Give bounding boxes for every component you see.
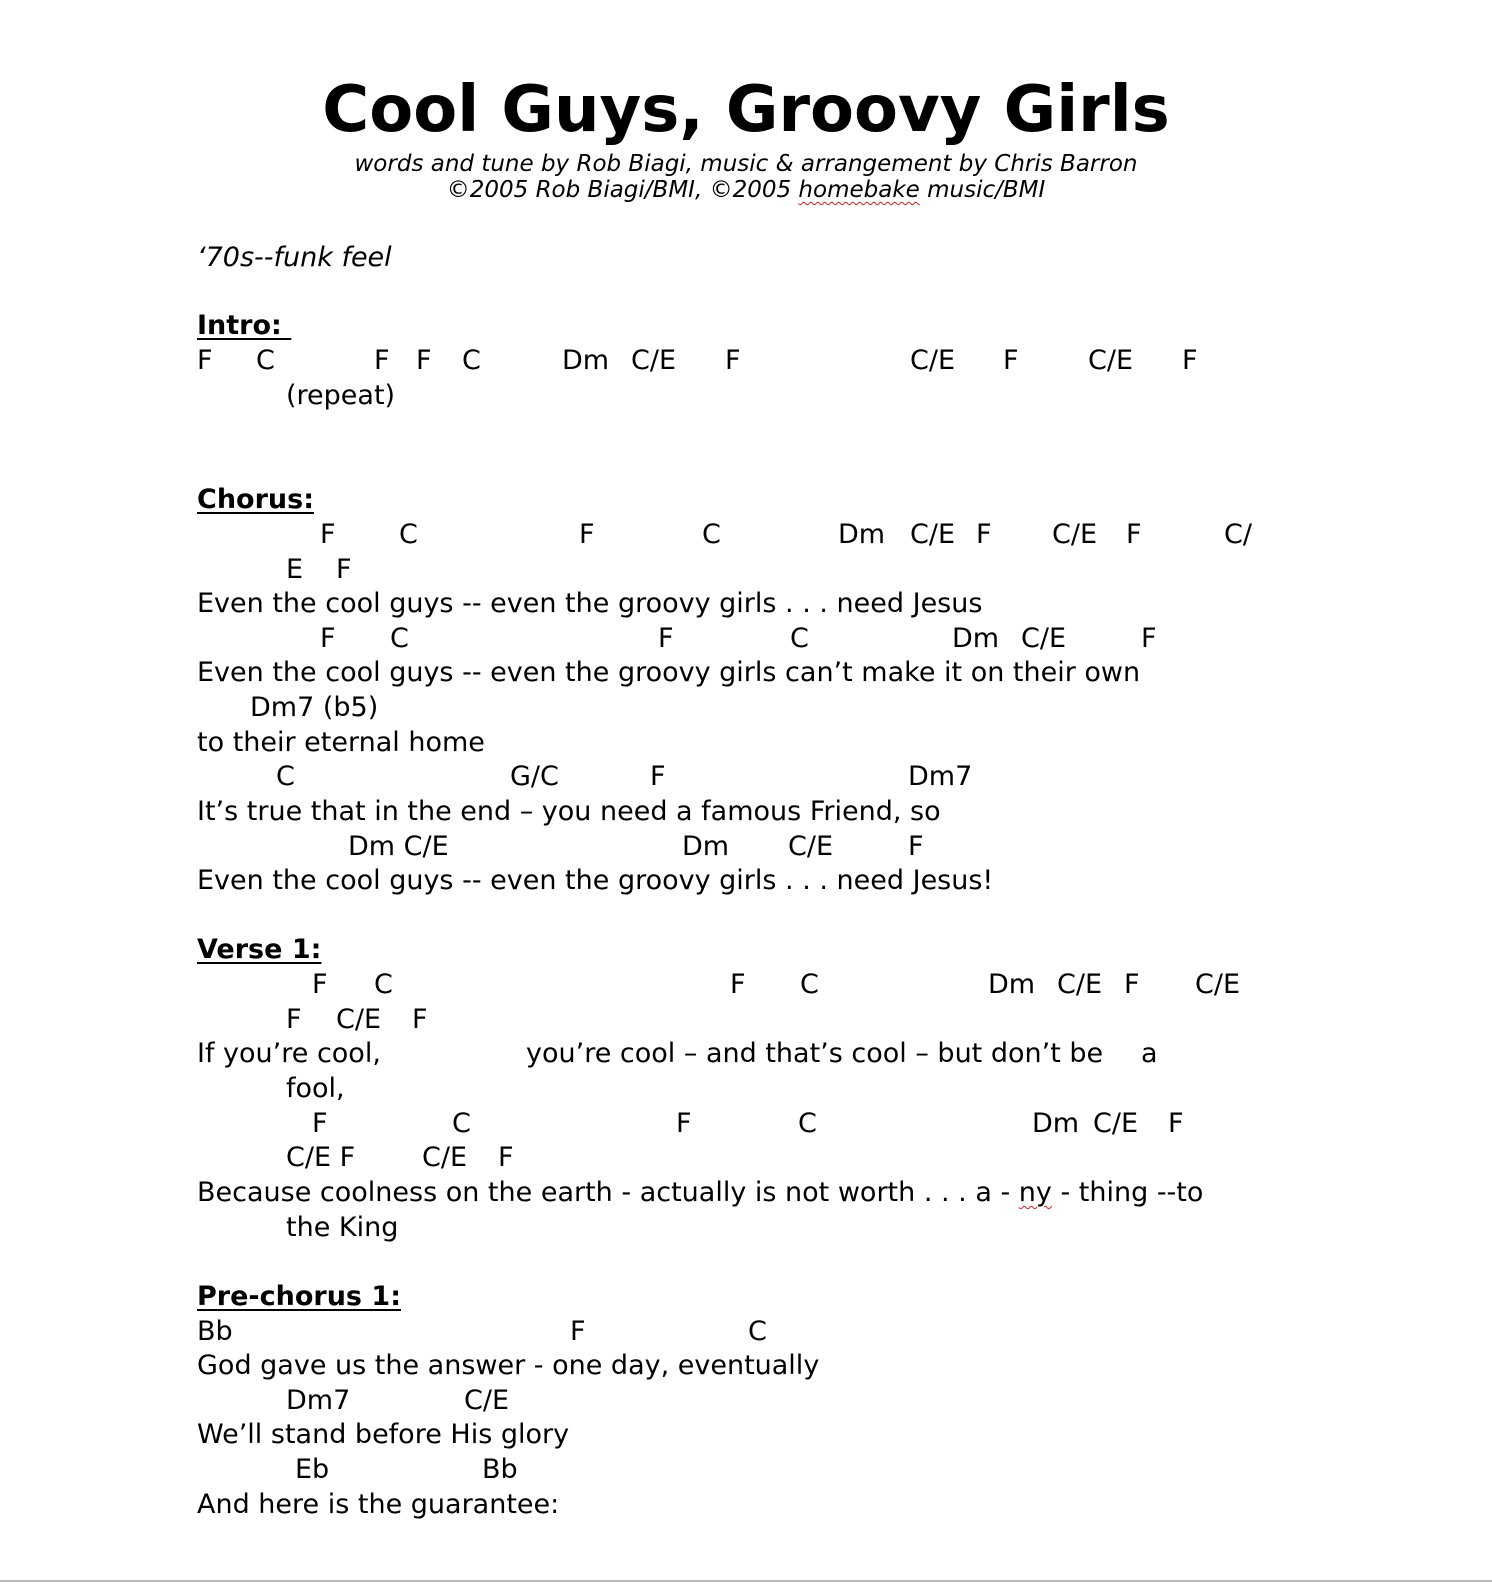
chord: Dm7 (908, 761, 973, 792)
lyric-segment: you’re cool – and that’s cool – but don’t be (526, 1038, 1104, 1069)
chord: C/E (1088, 345, 1134, 376)
chord: E (286, 554, 304, 585)
chord: F (730, 969, 746, 1000)
page-bottom-edge (0, 1580, 1492, 1582)
chord: F (498, 1142, 514, 1173)
lyric-line (197, 1177, 1203, 1209)
chord: F (286, 1004, 302, 1035)
chord: C/E (1195, 969, 1241, 1000)
spellcheck-flagged-word: homebake (798, 177, 920, 203)
chord: C (276, 761, 295, 792)
copyright-line (0, 177, 1492, 204)
chord: C (798, 1108, 817, 1139)
chord: Dm7 (286, 1385, 351, 1416)
chord: F (312, 1108, 328, 1139)
chord: F (976, 519, 992, 550)
chord: F (336, 554, 352, 585)
lyric-segment: a (1141, 1038, 1158, 1069)
chord: C (800, 969, 819, 1000)
chord: F (412, 1004, 428, 1035)
lyric-segment: If you’re cool, (197, 1038, 381, 1069)
lyric-line: to their eternal home (197, 727, 485, 758)
chord: C/E (1021, 623, 1067, 654)
song-title: Cool Guys, Groovy Girls (322, 73, 1170, 147)
chord: F (1141, 623, 1157, 654)
chord: Bb (482, 1454, 518, 1485)
chord: F (1126, 519, 1142, 550)
chord: Dm C/E (348, 831, 449, 862)
section-heading-intro: Intro: (197, 310, 292, 341)
chord: F (416, 345, 432, 376)
lyric-line: It’s true that in the end – you need a famous Friend, so (197, 796, 941, 827)
chord: C/E (1057, 969, 1103, 1000)
chord: C/E (336, 1004, 382, 1035)
chord: C (374, 969, 393, 1000)
style-note: ‘70s--funk feel (197, 242, 392, 273)
chord: Dm (1032, 1108, 1080, 1139)
chord: C (748, 1316, 767, 1347)
lyric-segment: - thing --to (1051, 1177, 1204, 1208)
repeat-note: (repeat) (286, 380, 396, 411)
chord: Dm (952, 623, 1000, 654)
chord: F (197, 345, 213, 376)
chord: Eb (295, 1454, 330, 1485)
chord: C/E F (286, 1142, 356, 1173)
chord: C/E (910, 345, 956, 376)
lyric-line: Even the cool guys -- even the groovy girls . . . need Jesus (197, 588, 983, 619)
chord: C/E (1093, 1108, 1139, 1139)
lyric-wrap: fool, (286, 1073, 345, 1104)
chord: Dm (838, 519, 886, 550)
chord: C (390, 623, 409, 654)
chord: F (1124, 969, 1140, 1000)
chord: C/E (1052, 519, 1098, 550)
chord: C (462, 345, 481, 376)
chord: Dm7 (b5) (250, 692, 379, 723)
lyric-line: Even the cool guys -- even the groovy girls . . . need Jesus! (197, 865, 994, 896)
chord: C (256, 345, 275, 376)
chord: F (320, 623, 336, 654)
spellcheck-flagged-word: ny (1018, 1177, 1052, 1208)
lyric-wrap: the King (286, 1212, 399, 1243)
chord: F (1168, 1108, 1184, 1139)
chord: F (320, 519, 336, 550)
chord: Dm (988, 969, 1036, 1000)
chord: C (452, 1108, 471, 1139)
section-heading-pre-chorus-1: Pre-chorus 1: (197, 1281, 401, 1312)
lyric-segment: Because coolness on the earth - actually is not worth . . . a - (197, 1177, 1019, 1208)
chord: Dm (682, 831, 730, 862)
chord: C (702, 519, 721, 550)
lyric-line: God gave us the answer - one day, eventually (197, 1350, 820, 1381)
chord: C/E (788, 831, 834, 862)
chord: Bb (197, 1316, 233, 1347)
chord: C/E (464, 1385, 510, 1416)
section-heading-verse-1: Verse 1: (197, 934, 322, 965)
chord: F (908, 831, 924, 862)
chord: F (312, 969, 328, 1000)
copyright-text: ©2005 Rob Biagi/BMI, ©2005 (446, 177, 799, 203)
chord: F (1182, 345, 1198, 376)
chord: C/E (422, 1142, 468, 1173)
section-heading-chorus: Chorus: (197, 484, 314, 515)
chord: C (399, 519, 418, 550)
copyright-text-end: music/BMI (919, 177, 1046, 203)
chord: F (650, 761, 666, 792)
chord: F (1003, 345, 1019, 376)
lyric-line: And here is the guarantee: (197, 1489, 560, 1520)
chord: C/E (631, 345, 677, 376)
chord: C/E (910, 519, 956, 550)
chord: F (676, 1108, 692, 1139)
chord: F (570, 1316, 586, 1347)
chord: C (790, 623, 809, 654)
lyric-line: We’ll stand before His glory (197, 1419, 570, 1450)
chord: C/ (1224, 519, 1252, 550)
chord: F (658, 623, 674, 654)
chord: G/C (510, 761, 559, 792)
chord: F (579, 519, 595, 550)
lyric-line: Even the cool guys -- even the groovy girls can’t make it on their own (197, 657, 1141, 688)
credit-line: words and tune by Rob Biagi, music & arrangement by Chris Barron (354, 151, 1138, 177)
chord: F (725, 345, 741, 376)
chord: F (374, 345, 390, 376)
chord: Dm (562, 345, 610, 376)
